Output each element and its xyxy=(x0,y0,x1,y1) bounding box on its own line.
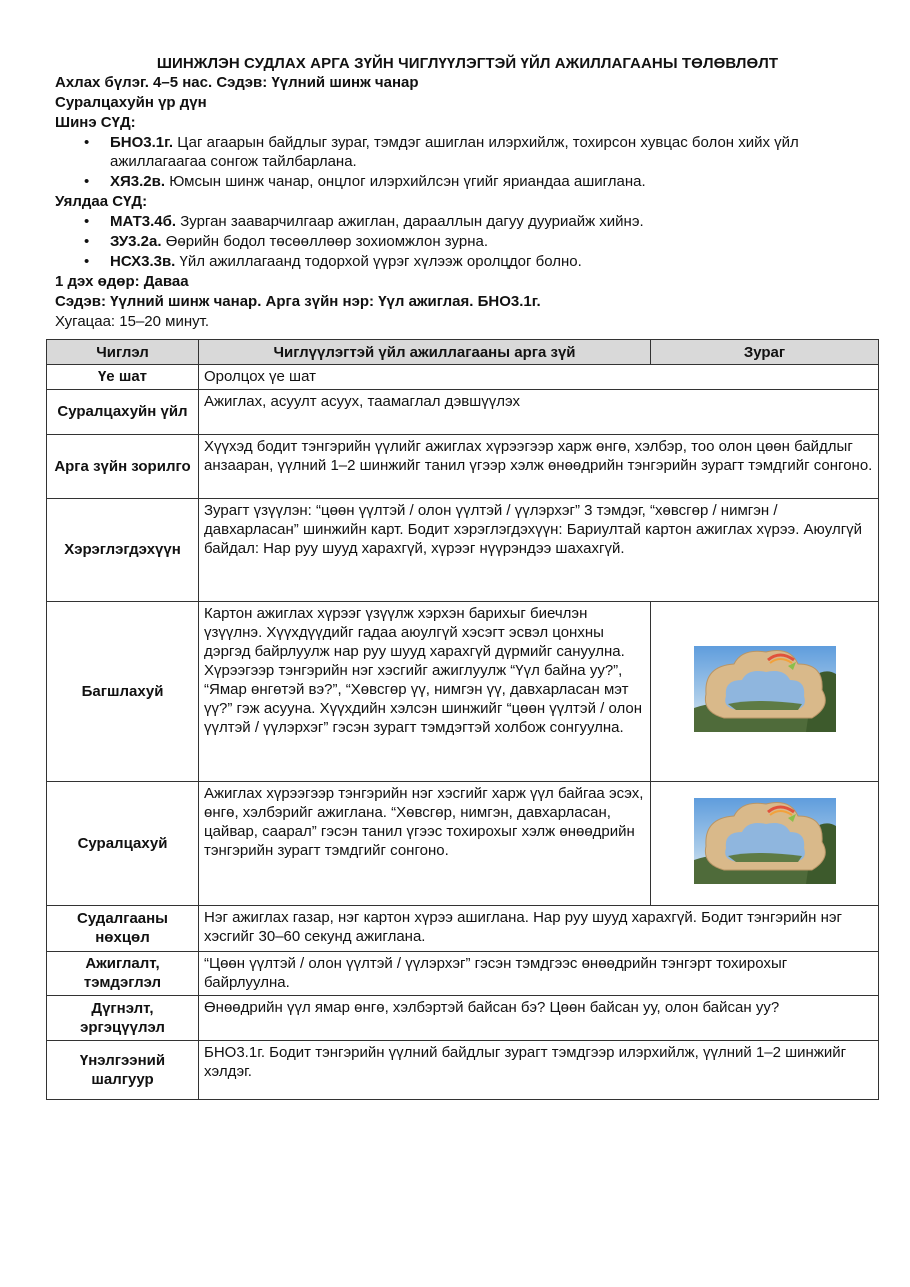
group-line: Ахлах бүлэг. 4–5 нас. Сэдэв: Үүлний шинж чанар xyxy=(55,74,419,91)
column-header: Чиглүүлэгтэй үйл ажиллагааны арга зүй xyxy=(199,340,651,365)
table-row xyxy=(47,906,879,952)
row-text: Нэг ажиглах газар, нэг картон хүрээ ашиглана. Нар руу шууд харахгүй. Бодит тэнгэрийн нэг хэсгийг 30–60 секунд ажиглана. xyxy=(199,906,879,952)
new-outcomes-heading: Шинэ СҮД: xyxy=(55,114,136,131)
new-outcomes-list xyxy=(55,133,880,191)
table-row xyxy=(47,499,879,602)
row-label: Хэрэглэгдэхүүн xyxy=(47,499,199,602)
row-text: Өнөөдрийн үүл ямар өнгө, хэлбэртэй байсан бэ? Цөөн байсан уу, олон байсан уу? xyxy=(199,996,879,1041)
image-cell xyxy=(651,782,879,906)
row-text: Ажиглах хүрээгээр тэнгэрийн нэг хэсгийг харж үүл байгаа эсэх, өнгө, хэлбэрийг ажиглана. “Хөвсгөр, нимгэн, давхарласан, цайвар, саарал” гэсэн танил үгээс тохирохыг хэлж өнөөдрийн тэнгэрийн зурагт тэмдгийг сонгоно. xyxy=(199,782,651,906)
row-text: “Цөөн үүлтэй / олон үүлтэй / үүлэрхэг” гэсэн тэмдгээс өнөөдрийн тэнгэрт тохирохыг байрлуулна. xyxy=(199,952,879,996)
row-text: Оролцох үе шат xyxy=(199,365,879,390)
table-row xyxy=(47,435,879,499)
table-row xyxy=(47,602,879,782)
row-label: Арга зүйн зорилго xyxy=(47,435,199,499)
row-text: Ажиглах, асуулт асуух, таамаглал дэвшүүлэх xyxy=(199,390,879,435)
linked-outcomes-heading: Уялдаа СҮД: xyxy=(55,193,148,210)
image-cell xyxy=(651,602,879,782)
column-header: Чиглэл xyxy=(47,340,199,365)
table-header-row xyxy=(47,340,879,365)
row-label: Суралцахуй xyxy=(47,782,199,906)
activity-plan-table xyxy=(46,339,879,1100)
table-row xyxy=(47,996,879,1041)
page-title: ШИНЖЛЭН СУДЛАХ АРГА ЗҮЙН ЧИГЛҮҮЛЭГТЭЙ ҮЙЛ АЖИЛЛАГААНЫ ТӨЛӨВЛӨЛТ xyxy=(156,55,779,72)
row-label: Үнэлгээний шалгуур xyxy=(47,1041,199,1100)
row-label: Үе шат xyxy=(47,365,199,390)
linked-outcomes-list xyxy=(55,212,880,271)
table-row xyxy=(47,1041,879,1100)
table-row xyxy=(47,782,879,906)
row-label: Багшлахуй xyxy=(47,602,199,782)
list-item: • НСХ3.3в. Үйл ажиллагаанд тодорхой үүрэг хүлээж оролцдог болно. xyxy=(110,252,880,271)
row-label: Ажиглалт, тэмдэглэл xyxy=(47,952,199,996)
row-label: Судалгааны нөхцөл xyxy=(47,906,199,952)
row-text: Картон ажиглах хүрээг үзүүлж хэрхэн барихыг биечлэн үзүүлнэ. Хүүхдүүдийг гадаа аюулгүй хэсэгт эсвэл цонхны дэргэд байрлуулж нар руу шууд харахгүй дүрмийг сануулна. Хүрээгээр тэнгэрийн нэг хэсгийг ажиглуулж “Үүл байна уу?”, “Ямар өнгөтэй вэ?”, “Хөвсгөр үү, нимгэн үү, давхарласан мэт үү?” гэж асууна. Хүүхдийн хэлсэн шинжийг “цөөн үүлтэй / олон үүлтэй / үүлэрхэг” гэсэн зурагт тэмдэгтэй холбож сонгуулна. xyxy=(199,602,651,782)
list-item: • ХЯ3.2в. Юмсын шинж чанар, онцлог илэрхийлсэн үгийг яриандаа ашиглана. xyxy=(110,172,880,191)
cloud-frame-photo-icon xyxy=(694,798,836,884)
row-text: Зурагт үзүүлэн: “цөөн үүлтэй / олон үүлтэй / үүлэрхэг” 3 тэмдэг, “хөвсгөр / нимгэн / давхарласан” шинжийн карт. Бодит хэрэглэгдэхүүн: Бариултай картон ажиглах хүрээ. Аюулгүй байдал: Нар руу шууд харахгүй, хүрээг нүүрэндээ шахахгүй. xyxy=(199,499,879,602)
list-item: • БНО3.1г. Цаг агаарын байдлыг зураг, тэмдэг ашиглан илэрхийлж, тохирсон хувцас болон хийх үйл ажиллагаагаа сонгож тайлбарлана. xyxy=(110,133,880,171)
topic-line: Сэдэв: Үүлний шинж чанар. Арга зүйн нэр: Үүл ажиглая. БНО3.1г. xyxy=(55,293,541,310)
cloud-frame-photo-icon xyxy=(694,646,836,732)
day-line: 1 дэх өдөр: Даваа xyxy=(55,273,189,290)
row-text: БНО3.1г. Бодит тэнгэрийн үүлний байдлыг зурагт тэмдгээр илэрхийлж, үүлний 1–2 шинжийг хэлдэг. xyxy=(199,1041,879,1100)
column-header: Зураг xyxy=(651,340,879,365)
outcome-heading: Суралцахуйн үр дүн xyxy=(55,94,207,111)
table-row xyxy=(47,952,879,996)
list-item: • МАТ3.4б. Зурган зааварчилгаар ажиглан, дарааллын дагуу дууриайж хийнэ. xyxy=(110,212,880,231)
row-label: Суралцахуйн үйл xyxy=(47,390,199,435)
table-row xyxy=(47,365,879,390)
row-label: Дүгнэлт, эргэцүүлэл xyxy=(47,996,199,1041)
table-row xyxy=(47,390,879,435)
duration-line: Хугацаа: 15–20 минут. xyxy=(55,313,209,330)
document-page xyxy=(55,55,880,332)
row-text: Хүүхэд бодит тэнгэрийн үүлийг ажиглах хүрээгээр харж өнгө, хэлбэр, тоо олон цөөн байдлыг анзааран, үүлний 1–2 шинжийг танил үгээр хэлж өнөөдрийн тэнгэрийн зурагт тэмдгийг сонгоно. xyxy=(199,435,879,499)
list-item: • ЗУ3.2а. Өөрийн бодол төсөөллөөр зохиомжлон зурна. xyxy=(110,232,880,251)
